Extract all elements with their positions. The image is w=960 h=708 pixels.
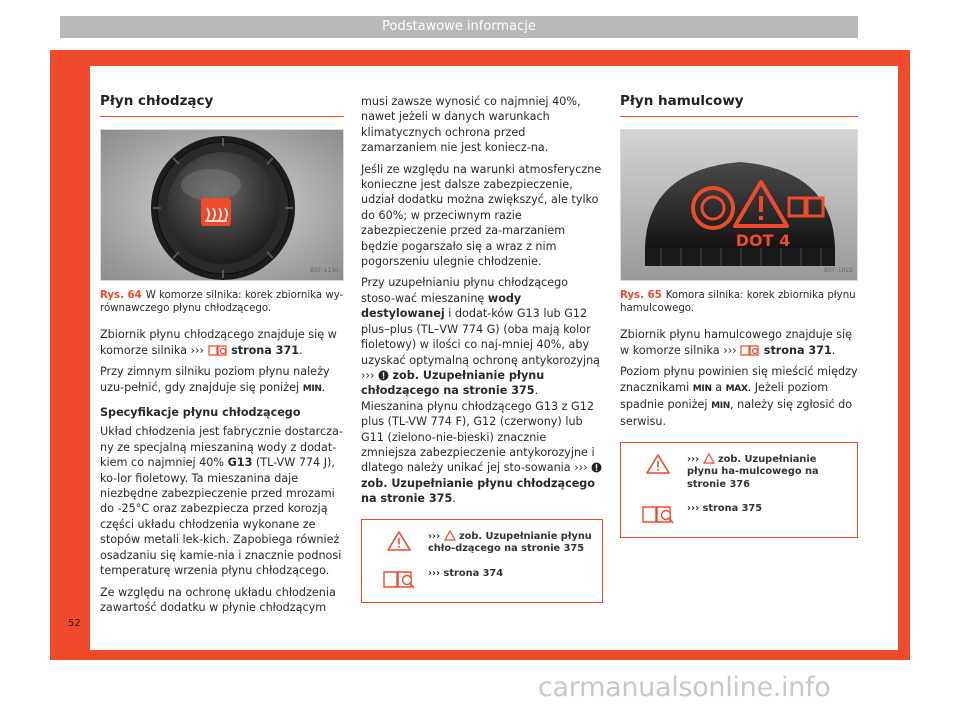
coolant-cap-photo (100, 129, 344, 281)
paragraph: Jeśli ze względu na warunki atmosferyczne konieczne jest dalsze zabezpieczenie, udział dodatku można zwiększyć, ale tylko do 60%; w przeciwnym razie zabezpieczenie przed za-marzaniem będzie pogarszało się a wraz z nim pogorszeniu ulegnie chłodzenie. (361, 162, 602, 269)
figure-caption (100, 289, 344, 315)
book-icon (740, 344, 760, 356)
figure-caption-text: W komorze silnika: korek zbiornika wy- równawczego płynu chłodzącego. (100, 290, 344, 315)
book-icon (208, 344, 228, 356)
note-book-row: ››› strona 375 (629, 503, 849, 525)
figure-label: Rys. 65 (620, 290, 662, 302)
paragraph: Zbiornik płynu hamulcowego znajduje się w komorze silnika ››› strona 371. (620, 328, 853, 357)
note-reference-link[interactable]: strona 375 (702, 503, 763, 515)
chapter-header: Podstawowe informacje (60, 16, 858, 38)
brake-note-box (620, 442, 858, 539)
brake-cap-photo (620, 129, 858, 281)
dot4-label: DOT 4 (735, 231, 791, 251)
figure-caption (620, 289, 858, 315)
paragraph: Przy zimnym silniku poziom płynu należy uzu-pełnić, gdy znajduje się poniżej MIN. (100, 364, 344, 397)
coolant-cap-illustration (101, 130, 344, 280)
subsection-title: Specyfikacje płynu chłodzącego (100, 406, 301, 420)
brake-fluid-column (620, 94, 858, 538)
coolant-note-box (361, 519, 603, 603)
warning-triangle-icon (444, 530, 456, 541)
arrow-icon: ››› (190, 343, 204, 357)
watermark: carmanualsonline.info (538, 672, 831, 703)
info-icon (591, 462, 602, 473)
min-mark: MIN (711, 401, 731, 412)
book-icon (641, 503, 675, 525)
figure-caption-text: Komora silnika: korek zbiornika płynu hamulcowego. (620, 290, 856, 315)
paragraph: Zbiornik płynu chłodzącego znajduje się w komorze silnika ››› strona 371. (100, 328, 337, 357)
max-mark: MAX (725, 383, 748, 394)
info-icon (378, 370, 389, 381)
page-number: 52 (68, 618, 81, 629)
paragraph: Poziom płynu powinien się mieścić między znacznikami MIN a MAX. Jeżeli poziom spadnie poniżej MIN, należy się zgłosić do serwisu. (620, 365, 858, 429)
coolant-section-title: Płyn chłodzący (100, 94, 344, 117)
note-warning-row: ››› zob. Uzupełnianie płynu chło-dzącego na stronie 375 (370, 530, 594, 556)
page-reference-link[interactable]: strona 371 (231, 343, 300, 357)
book-icon (382, 568, 416, 590)
note-book-row: ››› strona 374 (370, 568, 594, 590)
paragraph: musi zawsze wynosić co najmniej 40%, nawet jeżeli w danych warunkach klimatycznych ochrona przed zamarzaniem nie jest koniecz-na. (361, 95, 581, 155)
paragraph: Układ chłodzenia jest fabrycznie dostarcza-ny ze specjalną mieszaniną wody z dodat-kiem co najmniej 40% G13 (TL-VW 774 J), ko-lor fioletowy. Ta mieszanina daje niezbędne zabezpieczenie przed mrozami do -25°C oraz zabezpiecza przed korozją części układu chłodzenia wykonane ze stopów metali lek-kich. Zapobiega również osadzaniu się kamie-nia i znacznie podnosi temperaturę wrzenia płynu chłodzącego. (100, 425, 343, 578)
warning-triangle-icon (645, 453, 671, 475)
coolant-continued-column (361, 94, 603, 603)
note-reference-link[interactable]: strona 374 (443, 567, 504, 579)
min-mark: MIN (692, 383, 712, 394)
coolant-column (100, 94, 344, 621)
figure-code: B5F-1022 (824, 267, 853, 274)
figure-label: Rys. 64 (100, 290, 142, 302)
brake-section-title: Płyn hamulcowy (620, 94, 858, 117)
note-warning-row: ››› zob. Uzupełnianie płynu ha-mulcowego na stronie 376 (629, 453, 849, 492)
note-reference-link[interactable]: zob. Uzupełnianie płynu ha-mulcowego na stronie 376 (687, 453, 819, 490)
min-mark: MIN (302, 383, 322, 394)
brake-cap-illustration (621, 130, 858, 280)
figure-code: B5F-1130 (310, 267, 339, 274)
paragraph: Ze względu na ochronę układu chłodzenia zawartość dodatku w płynie chłodzącym (100, 585, 336, 614)
paragraph: Przy uzupełnianiu płynu chłodzącego stoso-wać mieszaninę wody destylowanej i dodat-ków G13 lub G12 plus–plus (TL–VW 774 G) (oba mają kolor fioletowy) w ilości co naj-mniej 40%, aby uzyskać optymalną ochronę antykorozyjną ››› zob. Uzupełnianie płynu chłodzącego na stronie 375. Mieszanina płynu chłodzącego G13 z G12 plus (TL-VW 774 F), G12 (czerwony) lub G11 (zielono-nie-bieski) znacznie zmniejsza zabezpieczenie antykorozyjne i dlatego należy unikać jej sto-sowania ››› zob. Uzupełnianie płynu chłodzącego na stronie 375. (361, 275, 603, 506)
page-reference-link[interactable]: zob. Uzupełnianie płynu chłodzącego na stronie 375 (361, 368, 545, 398)
page-reference-link[interactable]: strona 371 (763, 343, 832, 357)
warning-triangle-icon (386, 530, 412, 552)
note-reference-link[interactable]: zob. Uzupełnianie płynu chło-dzącego na stronie 375 (428, 530, 592, 555)
page-reference-link[interactable]: zob. Uzupełnianie płynu chłodzącego na stronie 375 (361, 476, 595, 506)
warning-triangle-icon (703, 453, 715, 464)
